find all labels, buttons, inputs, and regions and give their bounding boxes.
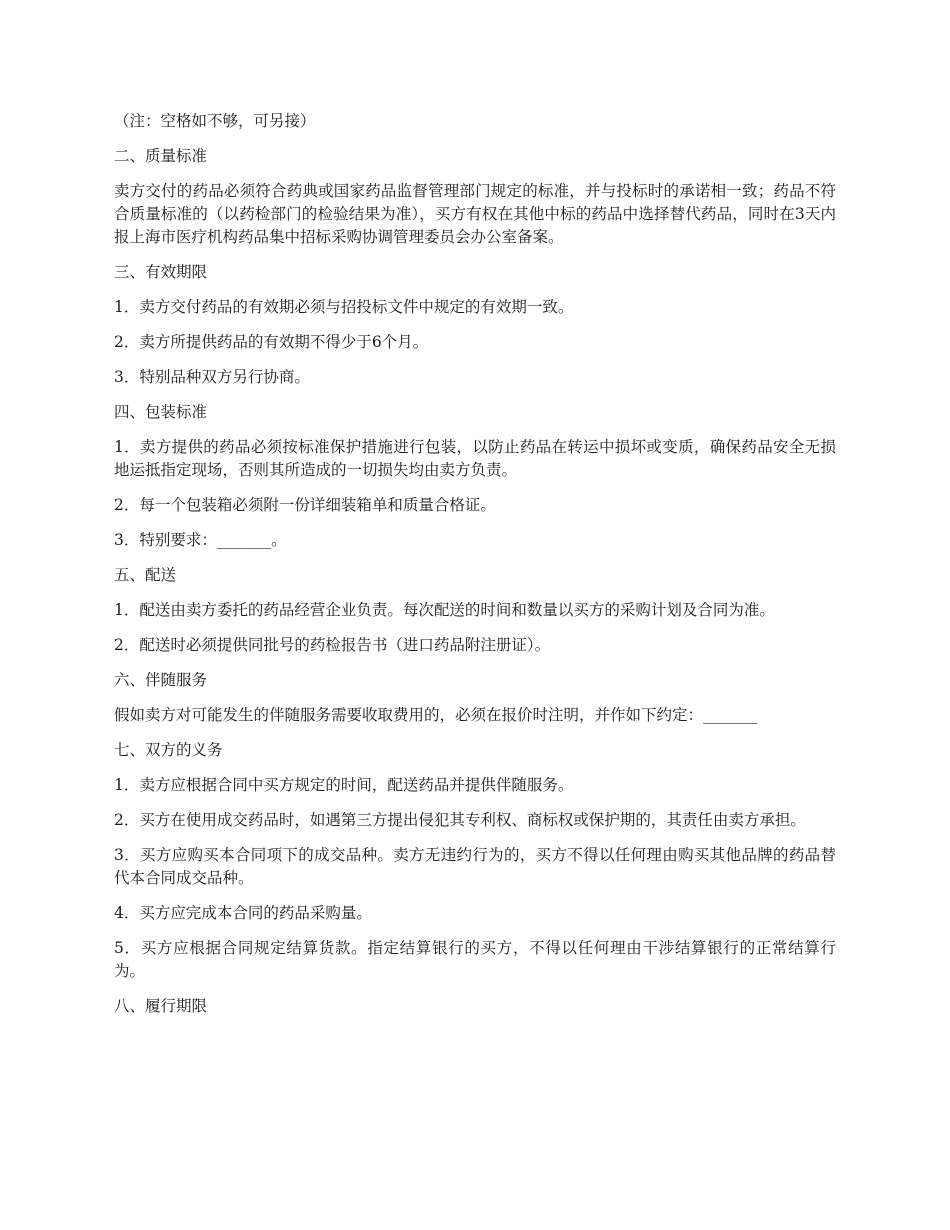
section-7-item-1: 1．卖方应根据合同中买方规定的时间，配送药品并提供伴随服务。	[114, 776, 574, 794]
section-5-item-1: 1．配送由卖方委托的药品经营企业负责。每次配送的时间和数量以买方的采购计划及合同为准。	[114, 601, 775, 619]
section-3-heading: 三、有效期限	[114, 263, 208, 281]
section-6-body: 假如卖方对可能发生的伴随服务需要收取费用的，必须在报价时注明，并作如下约定：_______	[114, 706, 758, 724]
section-4-item-3: 3．特别要求：_______。	[114, 531, 287, 549]
document-page	[114, 110, 836, 1030]
section-7-item-5: 5．买方应根据合同规定结算货款。指定结算银行的买方，不得以任何理由干涉结算银行的正常结算行为。	[114, 939, 836, 980]
note-text: （注：空格如不够，可另接）	[114, 112, 316, 130]
section-7-item-4: 4．买方应完成本合同的药品采购量。	[114, 904, 372, 922]
section-2-body: 卖方交付的药品必须符合药典或国家药品监督管理部门规定的标准，并与投标时的承诺相一致；药品不符合质量标准的（以药检部门的检验结果为准），买方有权在其他中标的药品中选择替代药品，同时在3天内报上海市医疗机构药品集中招标采购协调管理委员会办公室备案。	[114, 182, 836, 246]
section-7-item-2: 2．买方在使用成交药品时，如遇第三方提出侵犯其专利权、商标权或保护期的，其责任由卖方承担。	[114, 811, 806, 829]
section-7-heading: 七、双方的义务	[114, 741, 223, 759]
section-5-item-2: 2．配送时必须提供同批号的药检报告书（进口药品附注册证）。	[114, 636, 551, 654]
section-4-item-1: 1．卖方提供的药品必须按标准保护措施进行包装，以防止药品在转运中损坏或变质，确保药品安全无损地运抵指定现场，否则其所造成的一切损失均由卖方负责。	[114, 438, 836, 479]
section-4-heading: 四、包装标准	[114, 403, 208, 421]
section-5-heading: 五、配送	[114, 566, 177, 584]
section-3-item-1: 1．卖方交付药品的有效期必须与招投标文件中规定的有效期一致。	[114, 298, 574, 316]
section-2-heading: 二、质量标准	[114, 147, 208, 165]
section-3-item-2: 2．卖方所提供药品的有效期不得少于6个月。	[114, 333, 429, 351]
section-6-heading: 六、伴随服务	[114, 671, 208, 689]
section-4-item-2: 2．每一个包装箱必须附一份详细装箱单和质量合格证。	[114, 496, 496, 514]
section-8-heading: 八、履行期限	[114, 997, 208, 1015]
section-3-item-3: 3．特别品种双方另行协商。	[114, 368, 310, 386]
section-7-item-3: 3．买方应购买本合同项下的成交品种。卖方无违约行为的，买方不得以任何理由购买其他品牌的药品替代本合同成交品种。	[114, 846, 836, 887]
